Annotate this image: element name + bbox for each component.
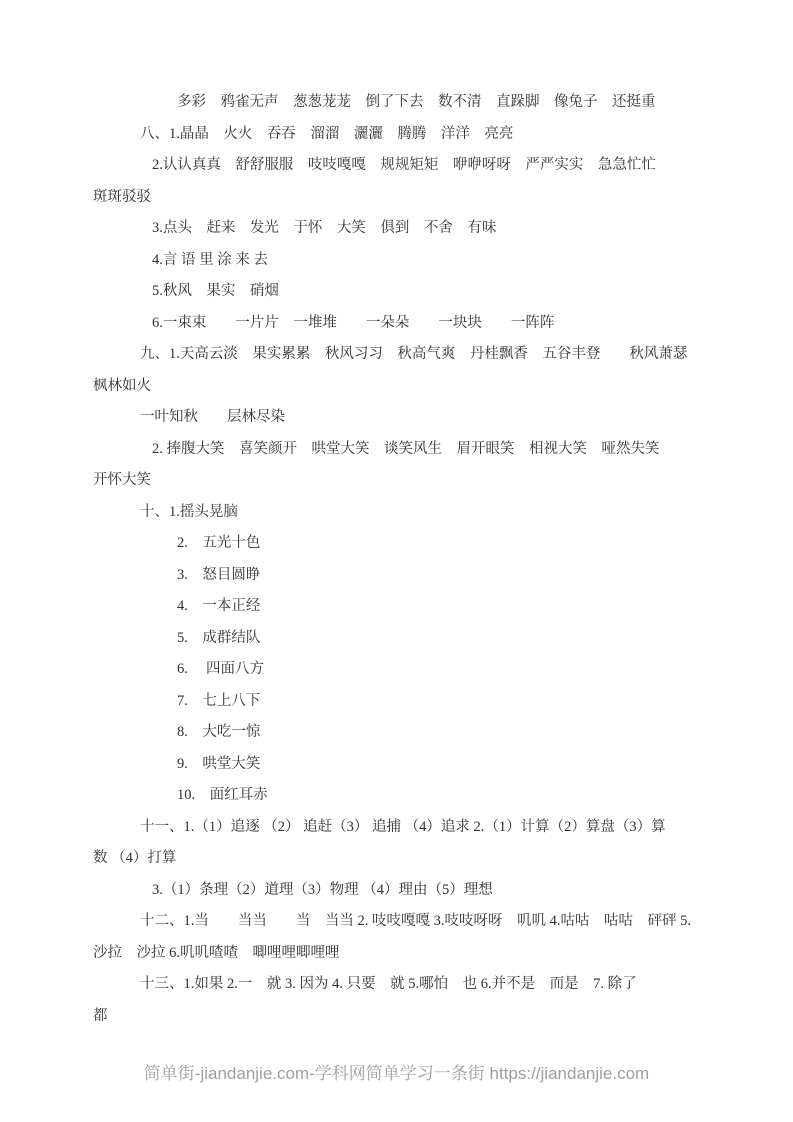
text-line: 9. 哄堂大笑 xyxy=(177,755,261,772)
text-line: 7. 七上八下 xyxy=(177,692,261,709)
text-line: 斑斑驳驳 xyxy=(93,188,151,205)
text-line: 3.（1）条理（2）道理（3）物理 （4）理由（5）理想 xyxy=(152,881,493,898)
text-line: 九、1.天高云淡 果实累累 秋风习习 秋高气爽 丹桂飘香 五谷丰登 秋风萧瑟 xyxy=(140,346,688,362)
text-line: 2. 五光十色 xyxy=(177,535,261,551)
text-line: 八、1.晶晶 火火 吞吞 溜溜 灑灑 腾腾 洋洋 亮亮 xyxy=(140,125,514,142)
text-line: 多彩 鸦雀无声 葱葱茏茏 倒了下去 数不清 直跺脚 像兔子 还挺重 xyxy=(177,94,656,110)
text-line: 6.一束束 一片片 一堆堆 一朵朵 一块块 一阵阵 xyxy=(152,314,555,331)
text-line: 都 xyxy=(93,1007,108,1024)
text-line: 十一、1.（1）追逐 （2） 追赶（3） 追捕 （4）追求 2.（1）计算（2）算盘（3）算 xyxy=(140,818,666,835)
text-line: 5. 成群结队 xyxy=(177,629,261,646)
text-line: 开怀大笑 xyxy=(93,472,151,488)
text-line: 2. 捧腹大笑 喜笑颜开 哄堂大笑 谈笑风生 眉开眼笑 相视大笑 哑然失笑 xyxy=(152,440,660,457)
text-line: 6. 四面八方 xyxy=(177,661,264,677)
text-line: 2.认认真真 舒舒服服 吱吱嘎嘎 规规矩矩 咿咿呀呀 严严实实 急急忙忙 xyxy=(152,157,656,173)
text-line: 10. 面红耳赤 xyxy=(177,787,268,803)
text-line: 十、1.摇头晃脑 xyxy=(140,503,238,520)
text-line: 4. 一本正经 xyxy=(177,598,261,614)
answer-lines xyxy=(93,87,733,1032)
text-line: 枫林如火 xyxy=(93,377,151,394)
footer-watermark: 简单街-jiandanjie.com-学科网简单学习一条街 https://jiandanjie.com xyxy=(143,1064,650,1083)
text-line: 数 （4）打算 xyxy=(93,850,177,866)
text-line: 4.言 语 里 涂 来 去 xyxy=(152,251,268,268)
text-line: 8. 大吃一惊 xyxy=(177,724,261,740)
text-line: 一叶知秋 层林尽染 xyxy=(140,409,285,425)
text-line: 5.秋风 果实 硝烟 xyxy=(152,283,279,299)
text-line: 3. 怒目圆睁 xyxy=(177,566,261,583)
text-line: 3.点头 赶来 发光 于怀 大笑 俱到 不舍 有味 xyxy=(152,220,497,236)
text-line: 十二、1.当 当当 当 当当 2. 吱吱嘎嘎 3.吱吱呀呀 叽叽 4.咕咕 咕咕 砰砰 5. xyxy=(140,913,691,929)
text-line: 沙拉 沙拉 6.叽叽喳喳 唧哩哩唧哩哩 xyxy=(93,944,340,961)
text-line: 十三、1.如果 2.一 就 3. 因为 4. 只要 就 5.哪怕 也 6.并不是 而是 7. 除了 xyxy=(140,976,637,992)
